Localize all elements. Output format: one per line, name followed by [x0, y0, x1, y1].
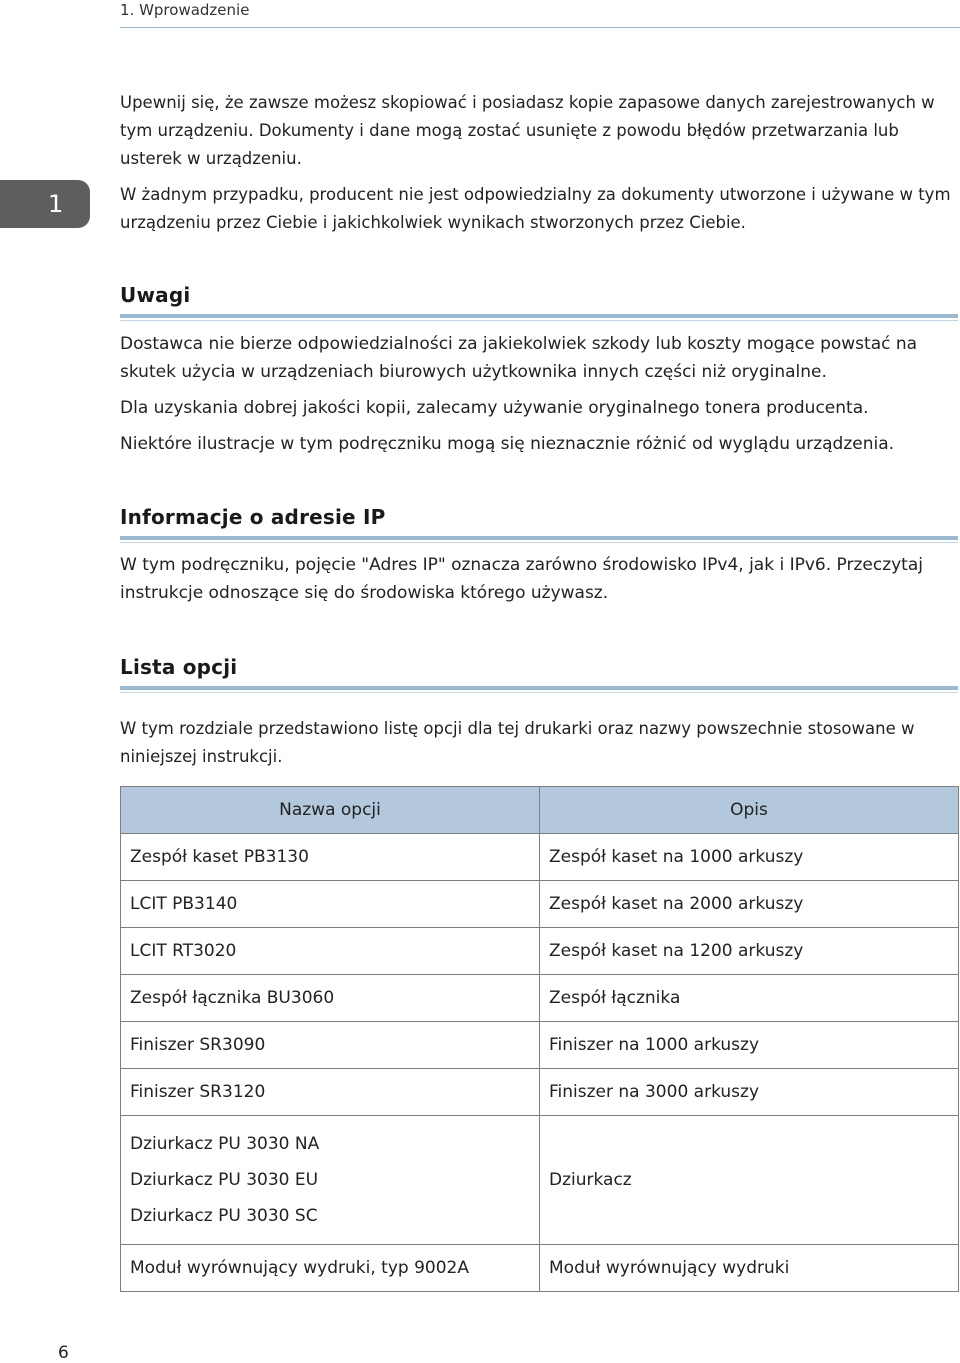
column-header-description: Opis	[540, 787, 959, 834]
table-row	[121, 928, 959, 975]
ip-info-title-rule	[120, 536, 958, 540]
option-name-cell: Zespół kaset PB3130	[121, 834, 540, 881]
options-title: Lista opcji	[120, 655, 238, 679]
table-row	[121, 881, 959, 928]
ip-info-title-rule-thin	[120, 542, 958, 543]
table-row	[121, 834, 959, 881]
ip-info-title: Informacje o adresie IP	[120, 505, 386, 529]
options-title-rule-thin	[120, 692, 958, 693]
option-description-cell: Zespół kaset na 1200 arkuszy	[540, 928, 959, 975]
option-description-cell: Finiszer na 3000 arkuszy	[540, 1069, 959, 1116]
option-description-cell: Moduł wyrównujący wydruki	[540, 1245, 959, 1292]
option-name-cell: LCIT PB3140	[121, 881, 540, 928]
option-description-cell: Zespół kaset na 1000 arkuszy	[540, 834, 959, 881]
option-description-cell: Zespół łącznika	[540, 975, 959, 1022]
column-header-option-name: Nazwa opcji	[121, 787, 540, 834]
option-name-cell: Moduł wyrównujący wydruki, typ 9002A	[121, 1245, 540, 1292]
table-row	[121, 1245, 959, 1292]
notes-title-rule	[120, 314, 958, 318]
option-name-cell: Finiszer SR3120	[121, 1069, 540, 1116]
options-paragraph: W tym rozdziale przedstawiono listę opcji dla tej drukarki oraz nazwy powszechnie stosowane w niniejszej instrukcji.	[120, 719, 915, 766]
intro-paragraph-backup: Upewnij się, że zawsze możesz skopiować i posiadasz kopie zapasowe danych zarejestrowanych w tym urządzeniu. Dokumenty i dane mogą zostać usunięte z powodu błędów przetwarzania lub usterek w urządzeniu.	[120, 93, 935, 168]
table-row	[121, 1069, 959, 1116]
table-row	[121, 1116, 959, 1245]
options-title-rule	[120, 686, 958, 690]
option-name-line: Dziurkacz PU 3030 EU	[130, 1170, 319, 1190]
table-header-row	[121, 787, 959, 834]
notes-title-rule-thin	[120, 320, 958, 321]
notes-title: Uwagi	[120, 283, 191, 307]
running-header: 1. Wprowadzenie	[120, 1, 250, 19]
option-description-cell: Dziurkacz	[540, 1116, 959, 1245]
ip-info-paragraph: W tym podręczniku, pojęcie "Adres IP" oznacza zarówno środowisko IPv4, jak i IPv6. Przeczytaj instrukcje odnoszące się do środowiska którego używasz.	[120, 555, 923, 603]
option-name-cell	[121, 1116, 540, 1245]
chapter-tab	[0, 180, 90, 228]
page-number: 6	[58, 1343, 69, 1363]
option-name-line: Dziurkacz PU 3030 SC	[130, 1206, 318, 1226]
table-row	[121, 1022, 959, 1069]
option-name-cell: LCIT RT3020	[121, 928, 540, 975]
option-name-cell: Finiszer SR3090	[121, 1022, 540, 1069]
chapter-number: 1	[48, 190, 64, 218]
option-name-cell: Zespół łącznika BU3060	[121, 975, 540, 1022]
table-row	[121, 975, 959, 1022]
intro-paragraph-liability: W żadnym przypadku, producent nie jest odpowiedzialny za dokumenty utworzone i używane w tym urządzeniu przez Ciebie i jakichkolwiek wynikach stworzonych przez Ciebie.	[120, 185, 951, 232]
option-name-line: Dziurkacz PU 3030 NA	[130, 1134, 320, 1154]
notes-paragraph-illustrations: Niektóre ilustracje w tym podręczniku mogą się nieznacznie różnić od wyglądu urządzenia.	[120, 434, 895, 454]
option-description-cell: Zespół kaset na 2000 arkuszy	[540, 881, 959, 928]
header-divider	[120, 27, 960, 28]
notes-paragraph-parts: Dostawca nie bierze odpowiedzialności za jakiekolwiek szkody lub koszty mogące powstać na skutek użycia w urządzeniach biurowych użytkownika innych części niż oryginalne.	[120, 334, 918, 382]
options-table	[120, 786, 959, 1292]
notes-paragraph-toner: Dla uzyskania dobrej jakości kopii, zalecamy używanie oryginalnego tonera producenta.	[120, 398, 869, 418]
option-description-cell: Finiszer na 1000 arkuszy	[540, 1022, 959, 1069]
